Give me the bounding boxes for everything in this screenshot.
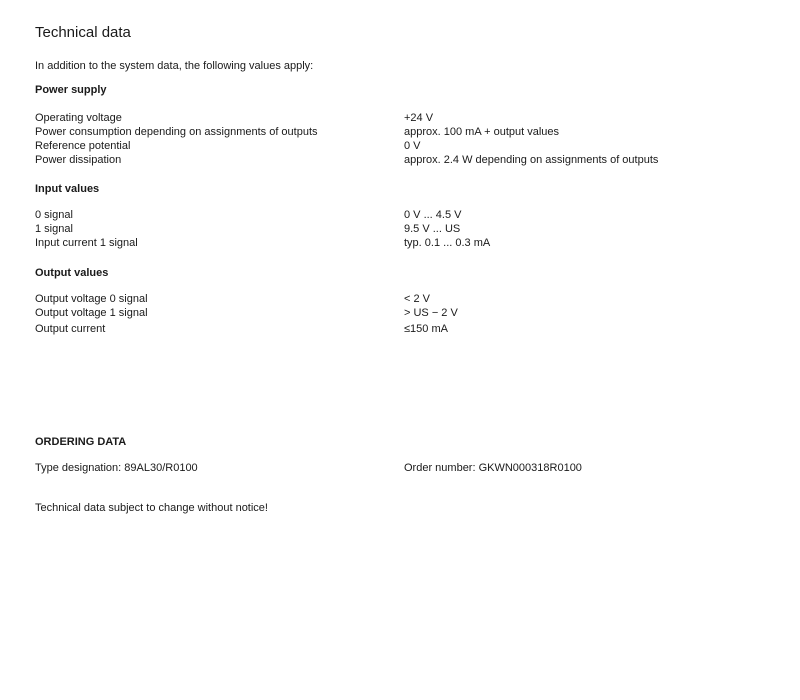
row-label: Output voltage 0 signal	[35, 293, 148, 305]
ordering-row	[35, 462, 755, 474]
row-label: 1 signal	[35, 223, 73, 235]
table-row	[35, 222, 755, 236]
table-row	[35, 322, 755, 336]
table-row	[35, 153, 755, 167]
row-value: 0 V	[404, 140, 421, 152]
row-label: Input current 1 signal	[35, 237, 138, 249]
row-value: approx. 2.4 W depending on assignments of outputs	[404, 154, 659, 166]
section-heading-output-values: Output values	[35, 267, 109, 279]
section-heading-power-supply: Power supply	[35, 84, 107, 96]
row-label: Operating voltage	[35, 112, 122, 124]
input-values-table	[35, 208, 755, 250]
row-value: 0 V ... 4.5 V	[404, 209, 462, 221]
power-supply-table	[35, 111, 755, 167]
order-number: Order number: GKWN000318R0100	[404, 462, 582, 474]
row-value: approx. 100 mA + output values	[404, 126, 560, 138]
table-row	[35, 208, 755, 222]
table-row	[35, 306, 755, 320]
row-label: Output current	[35, 323, 106, 335]
row-value: +24 V	[404, 112, 434, 124]
table-row	[35, 139, 755, 153]
row-value: > US − 2 V	[404, 307, 458, 319]
table-row	[35, 125, 755, 139]
row-label: 0 signal	[35, 209, 73, 221]
table-row	[35, 236, 755, 250]
row-value: typ. 0.1 ... 0.3 mA	[404, 237, 491, 249]
section-heading-input-values: Input values	[35, 183, 100, 195]
row-value: < 2 V	[404, 293, 430, 305]
row-value: 9.5 V ... US	[404, 223, 461, 235]
type-designation: Type designation: 89AL30/R0100	[35, 462, 198, 474]
table-row	[35, 292, 755, 306]
output-values-table	[35, 292, 755, 336]
row-label: Power dissipation	[35, 154, 122, 166]
row-value: ≤150 mA	[404, 323, 448, 335]
disclaimer-note: Technical data subject to change without notice!	[35, 502, 268, 514]
row-label: Reference potential	[35, 140, 131, 152]
table-row	[35, 111, 755, 125]
row-label: Power consumption depending on assignments of outputs	[35, 126, 318, 138]
row-label: Output voltage 1 signal	[35, 307, 148, 319]
section-heading-ordering-data: ORDERING DATA	[35, 436, 127, 448]
intro-text: In addition to the system data, the following values apply:	[35, 60, 314, 72]
page-title: Technical data	[35, 24, 131, 41]
